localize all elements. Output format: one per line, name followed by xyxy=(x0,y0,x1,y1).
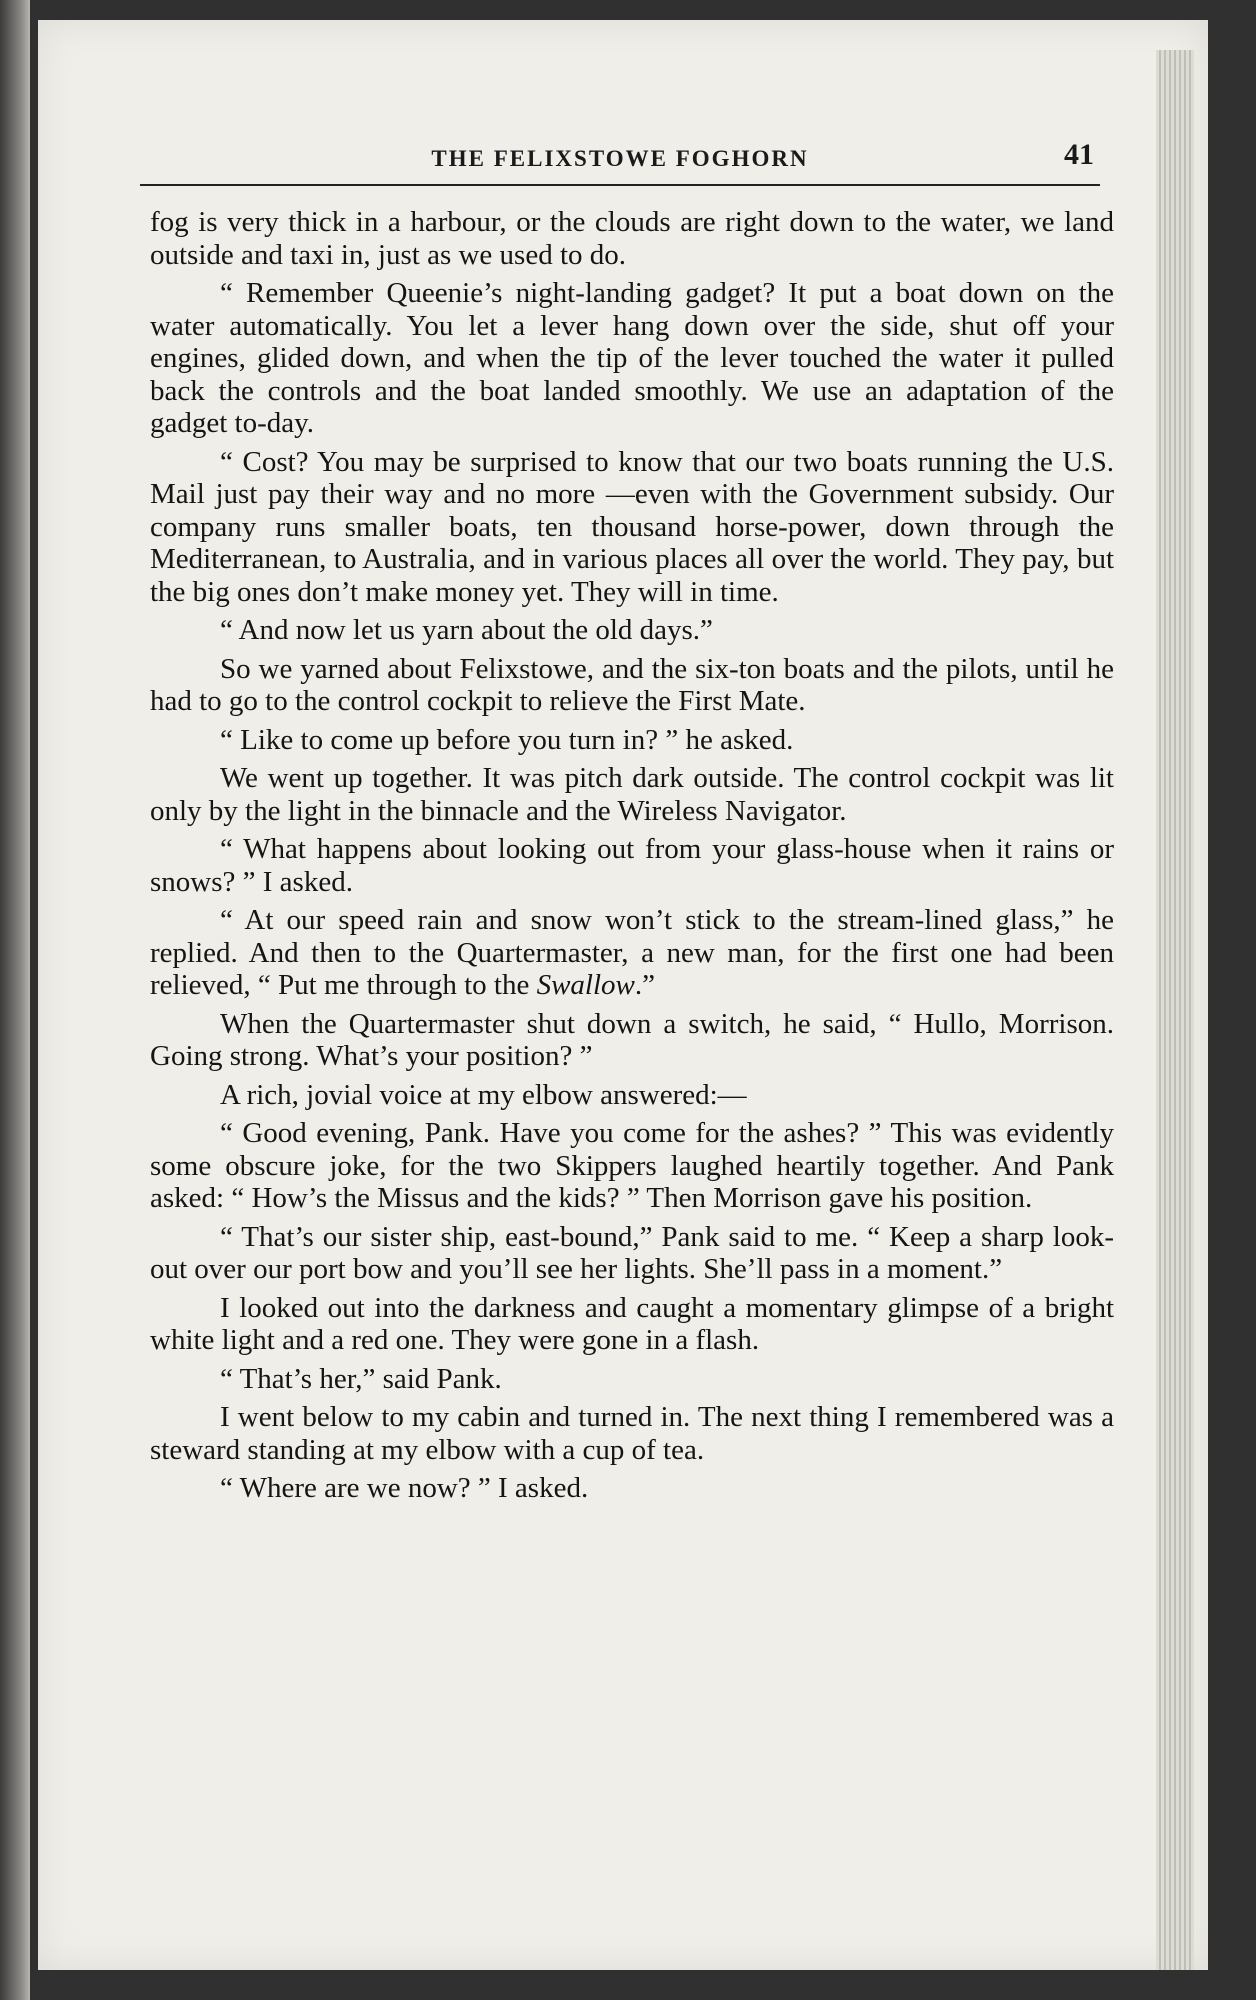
paragraph-9 xyxy=(150,904,1114,1002)
binding-edge xyxy=(0,0,30,2000)
paragraph-13: “ That’s our sister ship, east-bound,” Pank said to me. “ Keep a sharp look-out over our port bow and you’ll see her lights. She’ll pass in a moment.” xyxy=(150,1220,1114,1285)
book-page xyxy=(38,20,1208,1970)
paragraph-16: I went below to my cabin and turned in. The next thing I remembered was a steward standing at my elbow with a cup of tea. xyxy=(150,1401,1114,1466)
paragraph-12: “ Good evening, Pank. Have you come for the ashes? ” This was evidently some obscure joke, for the two Skippers laughed heartily together. And Pank asked: “ How’s the Missus and the kids? ” Then Morrison gave his position. xyxy=(150,1117,1114,1214)
paragraph-10: When the Quartermaster shut down a switch, he said, “ Hullo, Morrison. Going strong. What’s your position? ” xyxy=(150,1007,1114,1072)
page-edge-stack xyxy=(1156,50,1194,1970)
paragraph-4: “ And now let us yarn about the old days.” xyxy=(220,614,713,646)
paragraph-6: “ Like to come up before you turn in? ” he asked. xyxy=(220,723,794,756)
paragraph-2: “ Remember Queenie’s night-landing gadget? It put a boat down on the water automatically. You let a lever hang down over the side, shut off your engines, glided down, and when the tip of the lever touched the water it pulled back the controls and the boat landed smoothly. We use an adaptation of the gadget to-day. xyxy=(150,277,1114,439)
paragraph-15: “ That’s her,” said Pank. xyxy=(220,1362,502,1395)
paragraph-9-text: “ At our speed rain and snow won’t stick to the stream-lined glass,” he replied. And then to the Quartermaster, a new man, for the first one had been relieved, “ Put me through to the xyxy=(150,904,1114,1001)
paragraph-17: “ Where are we now? ” I asked. xyxy=(220,1472,589,1504)
running-title: THE FELIXSTOWE FOGHORN xyxy=(431,146,809,171)
paragraph-11: A rich, jovial voice at my elbow answered:— xyxy=(220,1078,747,1111)
running-head xyxy=(140,138,1100,186)
paragraph-7: We went up together. It was pitch dark outside. The control cockpit was lit only by the light in the binnacle and the Wireless Navigator. xyxy=(150,762,1114,827)
ship-name-italic: Swallow xyxy=(536,969,635,1001)
paragraph-3: “ Cost? You may be surprised to know that our two boats running the U.S. Mail just pay their way and no more —even with the Government subsidy. Our company runs smaller boats, ten thousand horse-power, down through the Mediterranean, to Australia, and in various places all over the world. They pay, but the big ones don’t make money yet. They will in time. xyxy=(150,445,1114,608)
paragraph-1: fog is very thick in a harbour, or the clouds are right down to the water, we land outside and taxi in, just as we used to do. xyxy=(150,206,1114,271)
paragraph-9-end: .” xyxy=(634,969,656,1001)
paragraph-8: “ What happens about looking out from your glass-house when it rains or snows? ” I asked. xyxy=(150,833,1114,898)
body-text xyxy=(150,206,1114,1511)
paragraph-14: I looked out into the darkness and caught a momentary glimpse of a bright white light and a red one. They were gone in a flash. xyxy=(150,1291,1114,1356)
paragraph-5: So we yarned about Felixstowe, and the six-ton boats and the pilots, until he had to go to the control cockpit to relieve the First Mate. xyxy=(150,652,1114,717)
page-number: 41 xyxy=(1064,138,1094,171)
